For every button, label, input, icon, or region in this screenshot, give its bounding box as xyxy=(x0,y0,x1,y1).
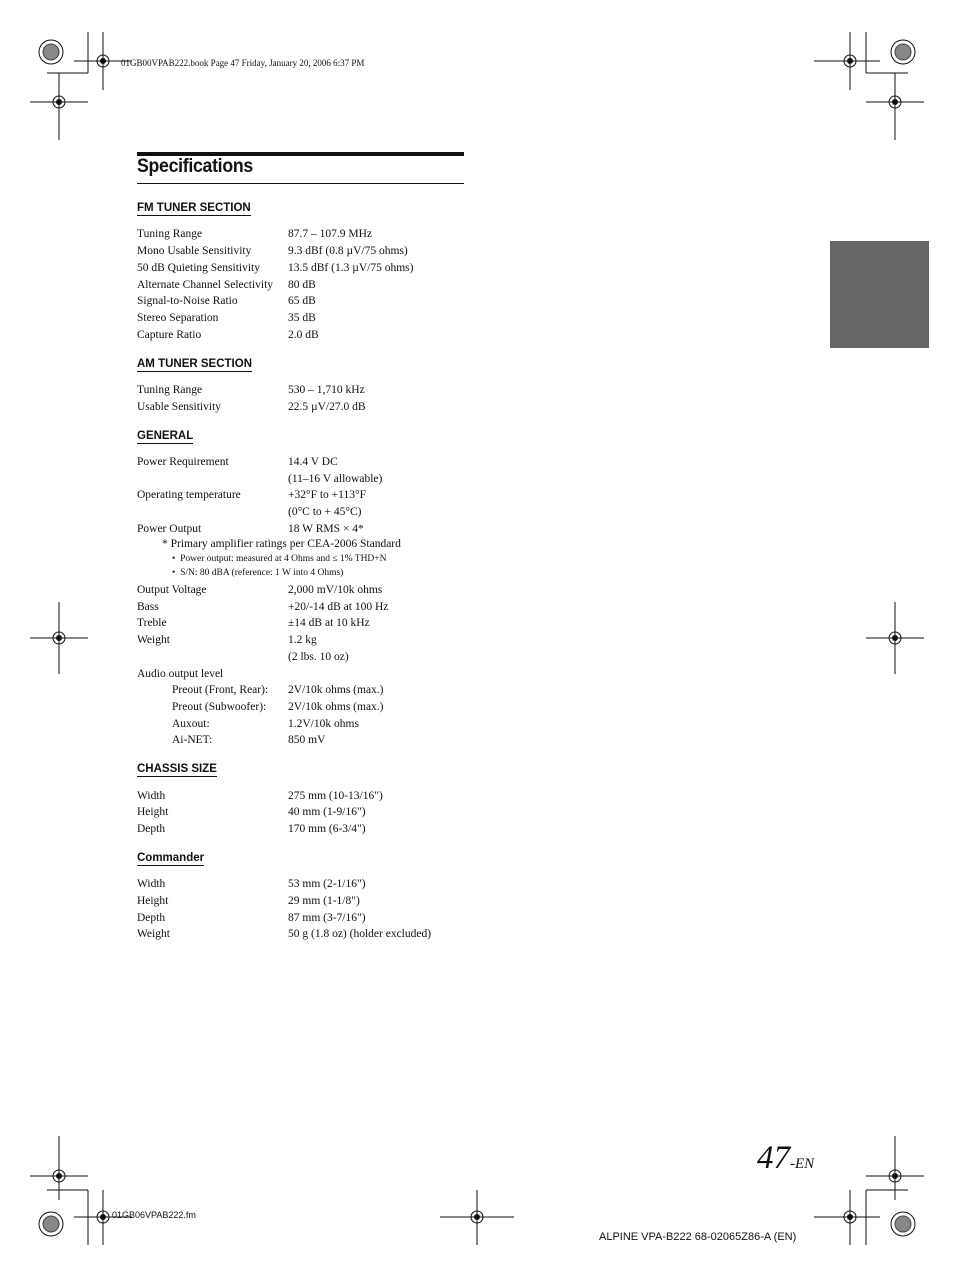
footer-filename: 01GB06VPAB222.fm xyxy=(112,1210,196,1220)
page-title: Specifications xyxy=(137,156,253,177)
page-number: 47-EN xyxy=(757,1140,815,1176)
footnote-bullet: • Power output: measured at 4 Ohms and ≤ 1% THD+N xyxy=(172,554,387,564)
fm-section-heading: FM TUNER SECTION xyxy=(137,202,251,214)
footer-model: ALPINE VPA-B222 68-02065Z86-A (EN) xyxy=(599,1231,797,1243)
title-rule-bottom xyxy=(137,183,464,184)
chassis-section-heading: CHASSIS SIZE xyxy=(137,763,217,775)
section-tab xyxy=(830,241,929,348)
commander-section-heading: Commander xyxy=(137,852,205,864)
general-section-heading: GENERAL xyxy=(137,430,194,442)
file-info-header: 01GB00VPAB222.book Page 47 Friday, January 20, 2006 6:37 PM xyxy=(121,58,365,68)
footnote-bullet: • S/N: 80 dBA (reference: 1 W into 4 Ohms) xyxy=(172,568,344,578)
footnote: * Primary amplifier ratings per CEA-2006 Standard xyxy=(162,538,401,550)
am-section-heading: AM TUNER SECTION xyxy=(137,358,252,370)
